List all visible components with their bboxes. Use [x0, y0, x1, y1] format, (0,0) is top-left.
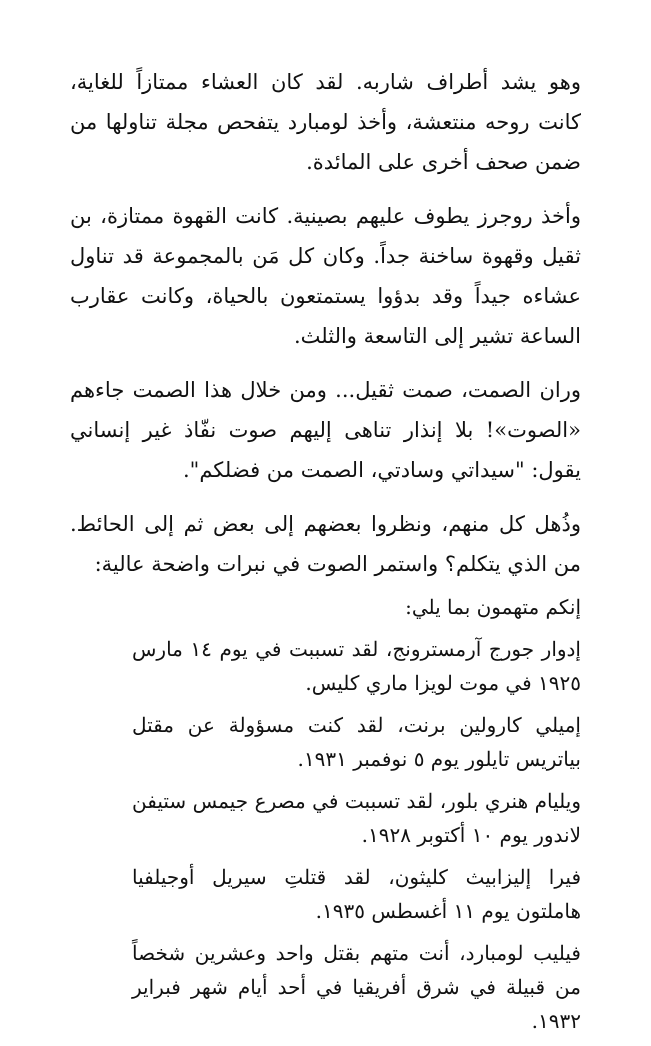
paragraph-voice: وذُهل كل منهم، ونظروا بعضهم إلى بعض ثم إلى الحائط. من الذي يتكلم؟ واستمر الصوت في نبرات واضحة عالية:: [70, 512, 581, 576]
accusations-block: [132, 590, 581, 1038]
paragraph-coffee: وأخذ روجرز يطوف عليهم بصينية. كانت القهوة ممتازة، بن ثقيل وقهوة ساخنة جداً. وكان كل مَن بالمجموعة قد تناول عشاءه جيداً وقد بدؤوا يستمتعون بالحياة، وكانت عقارب الساعة تشير إلى التاسعة والثلث.: [70, 204, 581, 348]
accusation-lombard: فيليب لومبارد، أنت متهم بقتل واحد وعشرين شخصاً من قبيلة في شرق أفريقيا في أحد أيام شهر فبراير ١٩٣٢.: [132, 941, 581, 1033]
paragraph-dinner: وهو يشد أطراف شاربه. لقد كان العشاء ممتازاً للغاية، كانت روحه منتعشة، وأخذ لومبارد يتفحص مجلة تناولها من ضمن صحف أخرى على المائدة.: [70, 70, 581, 174]
accusation-armstrong: إدوار جورج آرمسترونج، لقد تسببت في يوم ١٤ مارس ١٩٢٥ في موت لويزا ماري كليس.: [132, 637, 581, 695]
paragraph-silence: وران الصمت، صمت ثقيل... ومن خلال هذا الصمت جاءهم «الصوت»! بلا إنذار تناهى إليهم صوت نفّاذ غير إنساني يقول: "سيداتي وسادتي، الصمت من فضلكم".: [70, 378, 581, 482]
book-page: [70, 62, 581, 1046]
accusation-brent: إميلي كارولين برنت، لقد كنت مسؤولة عن مقتل بياتريس تايلور يوم ٥ نوفمبر ١٩٣١.: [132, 713, 581, 771]
accusation-blore: ويليام هنري بلور، لقد تسببت في مصرع جيمس ستيفن لاندور يوم ١٠ أكتوبر ١٩٢٨.: [132, 789, 581, 847]
accusations-intro: إنكم متهمون بما يلي:: [405, 595, 581, 619]
accusation-claythorne: فيرا إليزابيث كليثون، لقد قتلتِ سيريل أوجيلفيا هاملتون يوم ١١ أغسطس ١٩٣٥.: [132, 865, 581, 923]
